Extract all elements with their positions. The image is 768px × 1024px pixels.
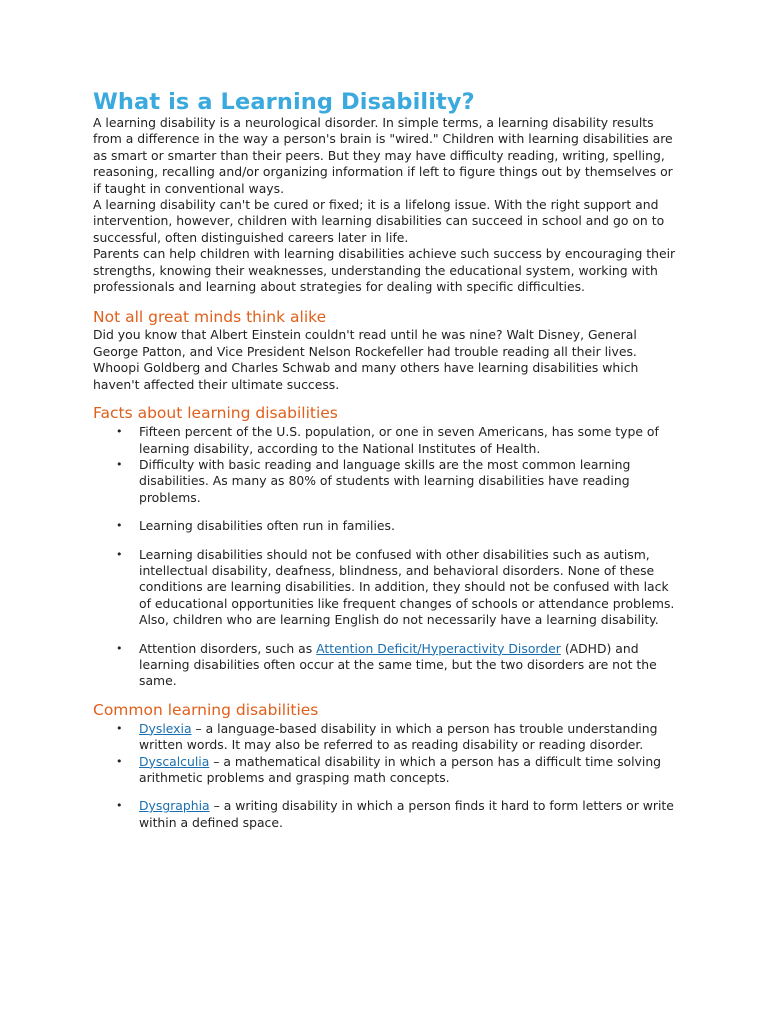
dyslexia-link[interactable]: Dyslexia <box>139 720 192 736</box>
list-item <box>93 457 683 506</box>
section-heading-common: Common learning disabilities <box>93 700 319 719</box>
dysgraphia-text: – a writing disability in which a person finds it hard to form letters or write within a defined space. <box>139 798 674 830</box>
dyslexia-text: – a language-based disability in which a person has trouble understanding written words. It may also be referred to as reading disability or reading disorder. <box>139 720 658 753</box>
adhd-text-before: Attention disorders, such as <box>139 640 317 656</box>
adhd-link[interactable]: Attention Deficit/Hyperactivity Disorder <box>316 640 561 656</box>
common-disabilities-list <box>93 721 683 831</box>
list-item-text: Learning disabilities should not be confused with other disabilities such as autism, intellectual disability, deafness, blindness, and behavioral disorders. None of these conditions are learning disabilities. In addition, they should not be confused with lack of educational opportunities like frequent changes of schools or attendance problems. Also, children who are learning English do not necessarily have a learning disability. <box>139 546 675 628</box>
list-item <box>93 798 683 831</box>
adhd-text-after: (ADHD) and learning disabilities often occur at the same time, but the two disorders are not the same. <box>139 640 657 689</box>
bullet-icon: • <box>116 721 123 735</box>
list-item <box>93 424 683 457</box>
section-heading-minds: Not all great minds think alike <box>93 308 327 327</box>
list-item <box>93 721 683 754</box>
list-item <box>93 641 683 690</box>
intro-paragraph-3: Parents can help children with learning disabilities achieve such success by encouraging their strengths, knowing their weaknesses, understanding the educational system, working with professionals and learning about strategies for dealing with specific difficulties. <box>93 246 676 295</box>
list-item <box>93 518 683 534</box>
dyscalculia-link[interactable]: Dyscalculia <box>139 753 210 769</box>
bullet-icon: • <box>116 799 123 813</box>
bullet-icon: • <box>116 425 123 439</box>
list-item <box>93 547 683 629</box>
section-heading-facts: Facts about learning disabilities <box>93 404 338 423</box>
list-item <box>93 754 683 787</box>
list-item-text: Learning disabilities often run in families. <box>139 518 395 534</box>
facts-list <box>93 424 683 690</box>
list-item-text: Difficulty with basic reading and language skills are the most common learning disabilities. As many as 80% of students with learning disabilities have reading problems. <box>139 456 631 505</box>
page-title: What is a Learning Disability? <box>93 89 475 115</box>
document-page <box>93 88 683 831</box>
bullet-icon: • <box>116 547 123 561</box>
intro-paragraph-1: A learning disability is a neurological disorder. In simple terms, a learning disability results from a difference in the way a person's brain is "wired." Children with learning disabilities are as smart or smarter than their peers. But they may have difficulty reading, writing, spelling, reasoning, recalling and/or organizing information if left to figure things out by themselves or if taught in conventional ways. <box>93 115 673 196</box>
bullet-icon: • <box>116 754 123 768</box>
dysgraphia-link[interactable]: Dysgraphia <box>139 798 210 814</box>
bullet-icon: • <box>116 457 123 471</box>
intro-paragraph-2: A learning disability can't be cured or fixed; it is a lifelong issue. With the right support and intervention, however, children with learning disabilities can succeed in school and go on to successful, often distinguished careers later in life. <box>93 197 665 245</box>
bullet-icon: • <box>116 641 123 655</box>
minds-paragraph: Did you know that Albert Einstein couldn't read until he was nine? Walt Disney, General George Patton, and Vice President Nelson Rockefeller had trouble reading all their lives. Whoopi Goldberg and Charles Schwab and many others have learning disabilities which haven't affected their ultimate success. <box>93 327 639 392</box>
list-item-text: Fifteen percent of the U.S. population, or one in seven Americans, has some type of learning disability, according to the National Institutes of Health. <box>139 424 659 456</box>
bullet-icon: • <box>116 519 123 533</box>
dyscalculia-text: – a mathematical disability in which a person has a difficult time solving arithmetic problems and grasping math concepts. <box>139 753 662 785</box>
